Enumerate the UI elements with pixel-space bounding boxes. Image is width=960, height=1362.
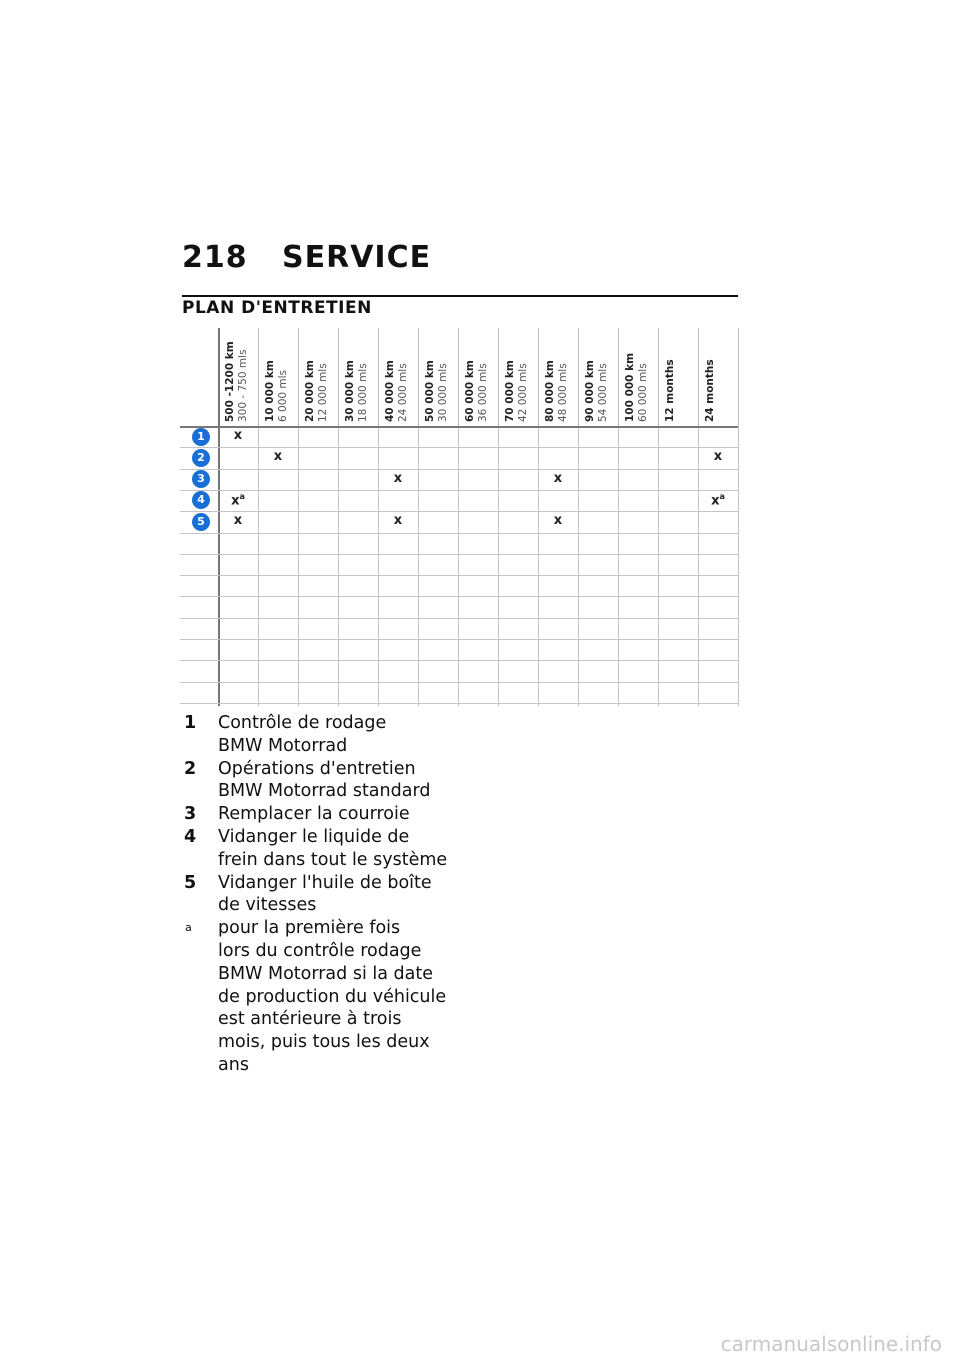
schedule-mark: $x^a$ [231, 491, 245, 509]
column-header-mls: 60 000 mls [637, 363, 649, 422]
footnote-text: est antérieure à trois [218, 1009, 402, 1030]
column-header [264, 332, 302, 422]
legend-text: Vidanger l'huile de boîte [218, 872, 432, 893]
grid-hline [180, 469, 738, 470]
section-title: SERVICE [282, 240, 432, 275]
legend-text: Opérations d'entretien [218, 758, 416, 779]
footnote-text: BMW Motorrad si la date [218, 963, 433, 984]
footnote-marker: a [185, 921, 192, 935]
schedule-mark: x [393, 470, 403, 486]
legend-text: Contrôle de rodage [218, 713, 387, 733]
schedule-mark: x [553, 513, 563, 529]
column-header-km: 70 000 km [504, 360, 516, 422]
column-header [584, 332, 622, 422]
schedule-mark: x [273, 449, 283, 465]
column-header-mls: 42 000 mls [517, 363, 529, 422]
column-header-mls: 12 000 mls [317, 363, 329, 422]
column-header [544, 332, 582, 422]
schedule-mark: x [233, 428, 243, 443]
schedule-mark: x [393, 513, 403, 529]
grid-hline [180, 447, 738, 448]
schedule-mark: x [713, 449, 723, 465]
watermark: carmanualsonline.info [720, 1332, 942, 1356]
legend-number: 1 [184, 713, 197, 733]
column-header-mls: 54 000 mls [597, 363, 609, 422]
column-header [664, 332, 702, 422]
column-header [424, 332, 462, 422]
maintenance-schedule-table [180, 328, 738, 706]
footnote-text: pour la première fois [218, 918, 401, 939]
column-header-km: 10 000 km [264, 360, 276, 422]
grid-hline [180, 682, 738, 683]
row-number-badge: 2 [192, 449, 210, 467]
footnote-marker: a [239, 491, 245, 501]
column-header [384, 332, 422, 422]
column-header-km: 12 months [664, 359, 676, 422]
row-number-badge: 5 [192, 513, 210, 531]
grid-hline [180, 533, 738, 534]
schedule-mark: $x^a$ [711, 491, 725, 509]
column-header [224, 332, 262, 422]
column-header-km: 20 000 km [304, 360, 316, 422]
grid-hline [180, 490, 738, 491]
grid-hline [180, 703, 738, 704]
legend-number: 5 [184, 872, 197, 893]
column-header-km: 100 000 km [624, 352, 636, 422]
legend-text: BMW Motorrad [218, 735, 348, 756]
grid-header-line [180, 426, 738, 428]
column-header-mls: 18 000 mls [357, 363, 369, 422]
column-header-mls: 24 000 mls [397, 363, 409, 422]
legend-item [182, 872, 482, 918]
legend-text: Remplacer la courroie [218, 804, 410, 825]
column-header [624, 332, 662, 422]
footnote-text: ans [218, 1054, 249, 1075]
row-number-badge: 4 [192, 491, 210, 509]
grid-hline [180, 660, 738, 661]
legend-item [182, 826, 482, 872]
column-header [704, 332, 742, 422]
column-header-km: 50 000 km [424, 360, 436, 422]
schedule-mark: x [553, 470, 563, 486]
column-header [464, 332, 502, 422]
legend-text: BMW Motorrad standard [218, 781, 431, 802]
column-header [504, 332, 542, 422]
legend-text: de vitesses [218, 895, 317, 916]
legend-number: 2 [184, 758, 197, 779]
column-header-km: 90 000 km [584, 360, 596, 422]
schedule-mark: x [233, 513, 243, 529]
footnote-text: lors du contrôle rodage [218, 940, 422, 961]
legend-item [182, 758, 482, 804]
row-number-badge: 3 [192, 470, 210, 488]
legend-number: 4 [184, 826, 197, 847]
grid-hline [180, 554, 738, 555]
footnote-text: de production du véhicule [218, 986, 447, 1007]
grid-hline [180, 596, 738, 597]
subsection-title: PLAN D'ENTRETIEN [182, 298, 372, 318]
column-header-km: 24 months [704, 359, 716, 422]
page-number: 218 [182, 240, 248, 275]
footnote [182, 917, 482, 1077]
legend-text: Vidanger le liquide de [218, 826, 410, 847]
column-header-km: 40 000 km [384, 360, 396, 422]
legend-text: frein dans tout le système [218, 849, 448, 870]
column-header-mls: 30 000 mls [437, 363, 449, 422]
footnote-text: mois, puis tous les deux [218, 1032, 430, 1053]
legend-item [182, 712, 482, 758]
grid-hline [180, 639, 738, 640]
legend-item [182, 803, 482, 826]
footnote-marker: a [719, 491, 725, 501]
grid-hline [180, 575, 738, 576]
column-header [344, 332, 382, 422]
column-header-km: 500 -1200 km [224, 341, 236, 422]
column-header [304, 332, 342, 422]
column-header-mls: 36 000 mls [477, 363, 489, 422]
legend-number: 3 [184, 804, 197, 825]
row-number-badge: 1 [192, 428, 210, 446]
column-header-km: 80 000 km [544, 360, 556, 422]
column-header-mls: 48 000 mls [557, 363, 569, 422]
header-rule [182, 295, 738, 297]
column-header-mls: 300 - 750 mls [237, 349, 249, 422]
column-header-km: 30 000 km [344, 360, 356, 422]
grid-hline [180, 511, 738, 512]
legend [182, 712, 482, 1077]
column-header-mls: 6 000 mls [277, 369, 289, 422]
grid-hline [180, 618, 738, 619]
column-header-km: 60 000 km [464, 360, 476, 422]
